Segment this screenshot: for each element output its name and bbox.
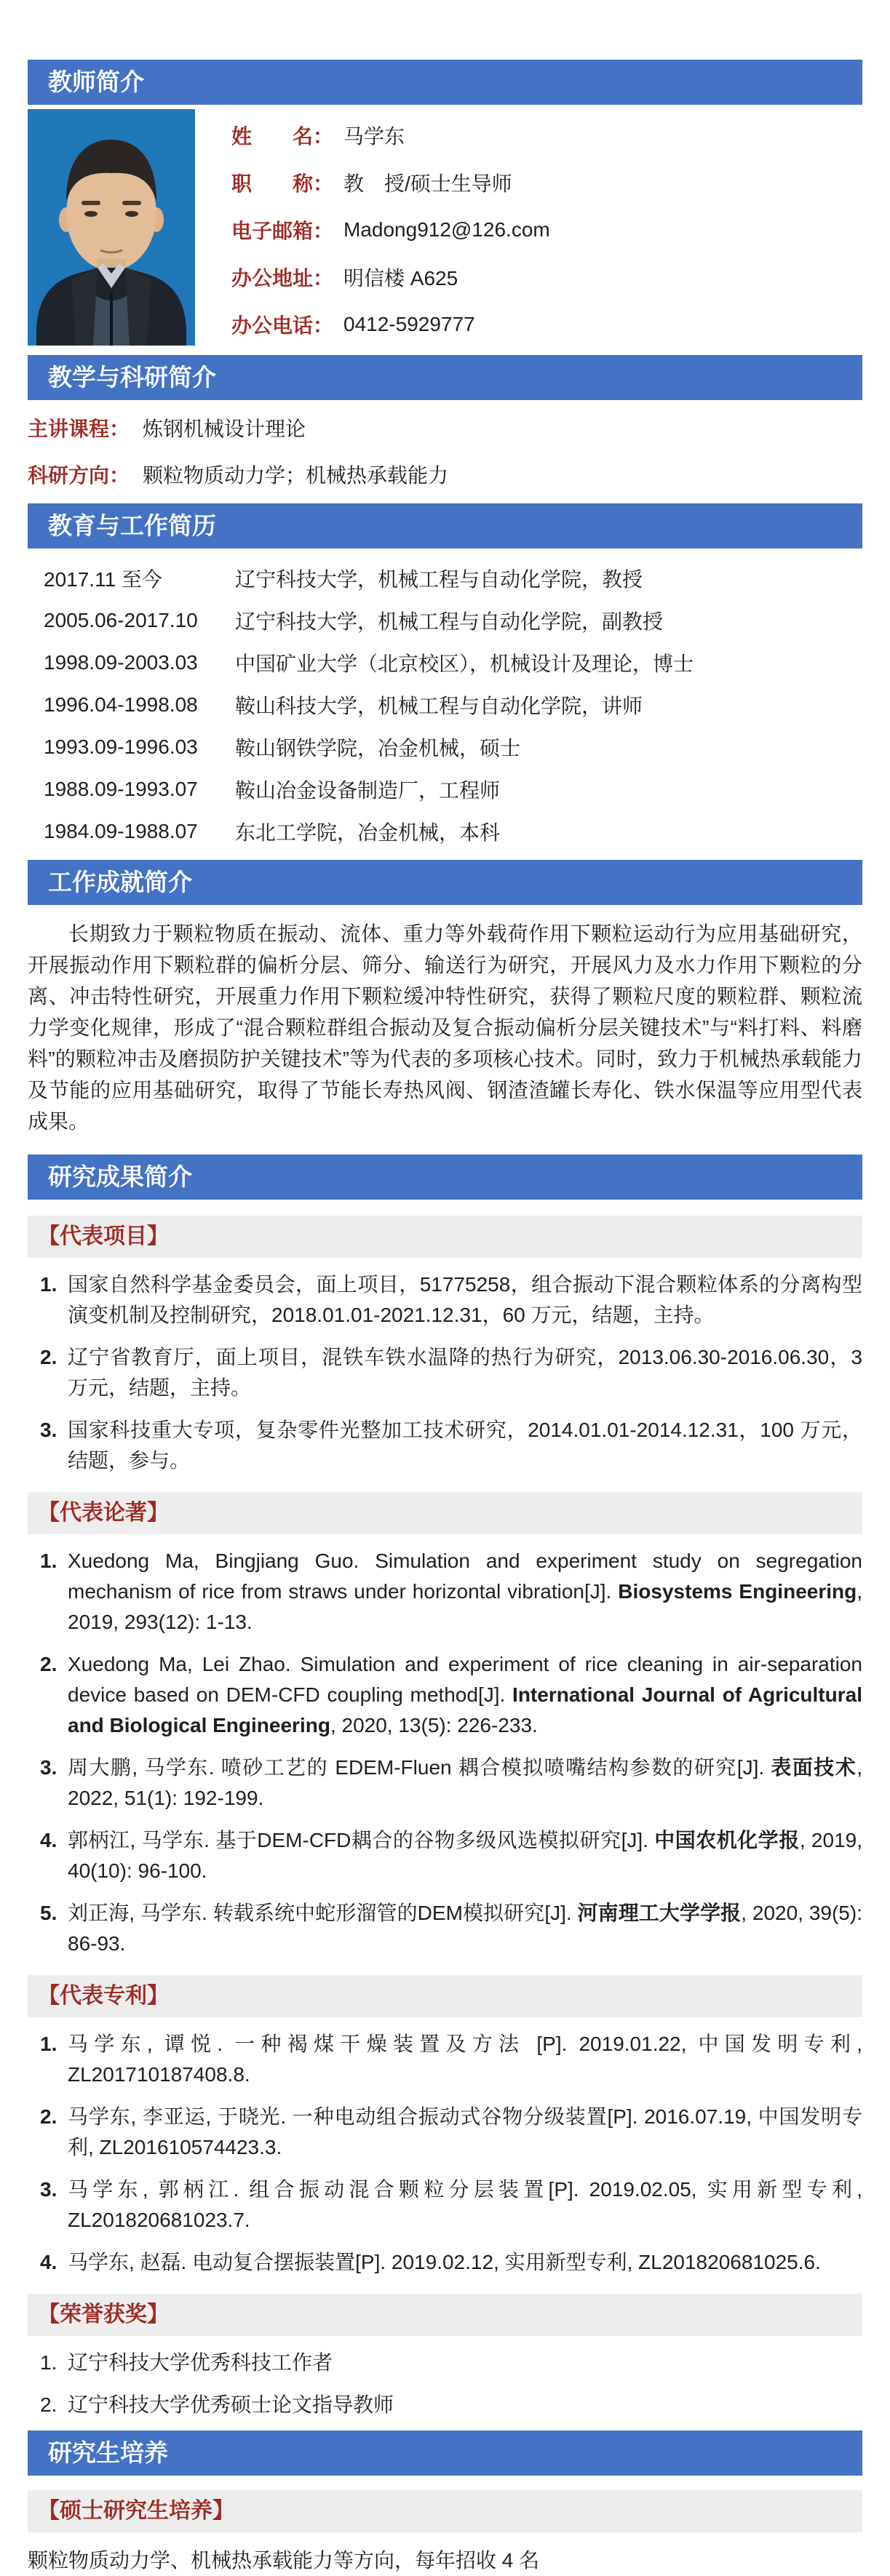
- list-item: [28, 2102, 862, 2163]
- list-item: [28, 2247, 862, 2278]
- item-text: 马学东, 郭柄江. 组合振动混合颗粒分层装置[P]. 2019.02.05, 实用新型专利, ZL201820681023.7.: [68, 2178, 862, 2231]
- item-text: 马学东, 谭悦. 一种褐煤干燥装置及方法 [P]. 2019.01.22, 中国发明专利, ZL201710187408.8.: [68, 2033, 862, 2086]
- item-number: 1.: [40, 2033, 57, 2055]
- subsection-publications: 【代表论著】: [28, 1492, 862, 1534]
- career-detail: 中国矿业大学（北京校区），机械设计及理论，博士: [235, 653, 694, 675]
- career-period: 2017.11 至今: [44, 568, 162, 591]
- item-text: 辽宁科技大学优秀科技工作者: [68, 2351, 333, 2374]
- teaching-value: 颗粒物质动力学；机械热承载能力: [143, 464, 449, 487]
- list-item: [28, 2390, 862, 2420]
- career-row: [28, 810, 862, 853]
- publications-list: [28, 1546, 862, 1959]
- teaching-rows: [28, 406, 862, 496]
- list-item: [28, 1649, 862, 1741]
- item-number: 1.: [40, 1273, 57, 1296]
- patents-list: [28, 2029, 862, 2278]
- info-label: 姓 名：: [231, 124, 334, 148]
- item-number: 2.: [40, 2393, 57, 2416]
- info-label: 办公地址：: [231, 266, 334, 290]
- item-text: 马学东, 赵磊. 电动复合摆振装置[P]. 2019.02.12, 实用新型专利, ZL201820681025.6.: [68, 2251, 821, 2273]
- career-detail: 鞍山科技大学，机械工程与自动化学院，讲师: [235, 695, 643, 717]
- honors-list: [28, 2348, 862, 2420]
- career-row: [28, 599, 862, 642]
- list-item: [28, 1825, 862, 1886]
- career-detail: 辽宁科技大学，机械工程与自动化学院，副教授: [235, 610, 664, 633]
- item-text: 国家科技重大专项，复杂零件光整加工技术研究，2014.01.01-2014.12.31，100 万元，结题，参与。: [68, 1419, 862, 1472]
- teaching-value: 炼钢机械设计理论: [143, 418, 306, 440]
- career-period: 2005.06-2017.10: [44, 609, 198, 631]
- item-segment: 郭柄江, 马学东. 基于DEM-CFD耦合的谷物多级风选模拟研究[J].: [68, 1829, 655, 1851]
- info-label: 电子邮箱：: [231, 219, 334, 242]
- item-segment: , 2022, 51(1): 192-199.: [68, 1756, 862, 1809]
- portrait-photo-image: [28, 109, 195, 346]
- career-period: 1988.09-1993.07: [44, 778, 198, 800]
- teaching-label: 科研方向：: [28, 464, 130, 487]
- info-row: [231, 253, 862, 300]
- section-header-teaching-research: 教学与科研简介: [28, 355, 862, 400]
- subsection-master-training: 【硕士研究生培养】: [28, 2490, 862, 2532]
- item-number: 3.: [40, 1419, 57, 1441]
- profile-fields: [195, 109, 862, 348]
- career-row: [28, 684, 862, 726]
- item-segment: , 2020, 39(5): 86-93.: [68, 1902, 862, 1955]
- info-row: [231, 111, 862, 159]
- career-row: [28, 557, 862, 599]
- item-number: 2.: [40, 2105, 57, 2128]
- list-item: [28, 2029, 862, 2090]
- info-row: [231, 159, 862, 206]
- career-row: [28, 726, 862, 768]
- item-text: [68, 1898, 862, 1959]
- list-item: [28, 1546, 862, 1638]
- journal-name: 表面技术: [771, 1756, 857, 1779]
- master-recruit-text: 颗粒物质动力学、机械热承载能力等方向，每年招收 4 名: [28, 2549, 540, 2572]
- career-detail: 东北工学院，冶金机械，本科: [235, 821, 501, 844]
- item-number: 4.: [40, 2251, 57, 2273]
- item-number: 1.: [40, 2351, 57, 2374]
- career-row: [28, 642, 862, 684]
- item-text: [68, 1752, 862, 1814]
- journal-name: Biosystems Engineering: [618, 1580, 857, 1603]
- item-segment: , 2019, 293(12): 1-13.: [68, 1580, 863, 1633]
- career-list: [28, 557, 862, 853]
- item-number: 1.: [40, 1550, 57, 1572]
- faculty-photo: [28, 109, 195, 346]
- journal-name: 中国农机化学报: [654, 1829, 800, 1851]
- item-text: 国家自然科学基金委员会，面上项目，51775258，组合振动下混合颗粒体系的分离构型演变机制及控制研究，2018.01.01-2021.12.31，60 万元，结题，主持。: [68, 1273, 862, 1326]
- item-text: [68, 1546, 862, 1638]
- list-item: [28, 1898, 862, 1959]
- section-header-research-results: 研究成果简介: [28, 1155, 862, 1200]
- item-segment: 周大鹏, 马学东. 喷砂工艺的 EDEM-Fluen 耦合模拟喷嘴结构参数的研究[J].: [68, 1756, 771, 1779]
- item-text: 辽宁科技大学优秀硕士论文指导教师: [68, 2393, 394, 2416]
- teaching-label: 主讲课程：: [28, 418, 130, 440]
- teaching-row: [28, 406, 862, 450]
- list-item: [28, 2348, 862, 2378]
- subsection-honors: 【荣誉获奖】: [28, 2294, 862, 2336]
- item-segment: Xuedong Ma, Lei Zhao. Simulation and experiment of rice cleaning in air-separation device based on DEM-CFD coupling method[J].: [68, 1653, 862, 1706]
- item-text: [68, 1649, 862, 1741]
- item-number: 2.: [40, 1346, 57, 1368]
- item-number: 5.: [40, 1902, 57, 1924]
- subsection-projects: 【代表项目】: [28, 1216, 862, 1258]
- item-segment: Xuedong Ma, Bingjiang Guo. Simulation and experiment study on segregation mechanism of rice from straws under horizontal vibration[J].: [68, 1550, 862, 1603]
- career-period: 1996.04-1998.08: [44, 693, 198, 716]
- info-value: 明信楼 A625: [343, 266, 458, 290]
- item-segment: , 2019, 40(10): 96-100.: [68, 1829, 862, 1882]
- subsection-patents: 【代表专利】: [28, 1975, 862, 2017]
- section-header-graduate: 研究生培养: [28, 2431, 862, 2476]
- journal-name: 河南理工大学学报: [577, 1902, 742, 1924]
- teaching-row: [28, 452, 862, 496]
- section-header-achievements: 工作成就简介: [28, 860, 862, 905]
- list-item: [28, 2174, 862, 2236]
- projects-list: [28, 1269, 862, 1476]
- item-number: 3.: [40, 1756, 57, 1779]
- item-number: 4.: [40, 1829, 57, 1851]
- info-value: Madong912@126.com: [343, 218, 550, 241]
- career-period: 1984.09-1988.07: [44, 820, 198, 842]
- info-label: 办公电话：: [231, 314, 334, 337]
- item-number: 3.: [40, 2178, 57, 2201]
- career-detail: 鞍山冶金设备制造厂，工程师: [235, 779, 501, 802]
- info-label: 职 称：: [231, 172, 334, 195]
- journal-name: International Journal of Agricultural and Biological Engineering: [68, 1683, 862, 1736]
- item-segment: , 2020, 13(5): 226-233.: [330, 1714, 538, 1736]
- item-segment: 刘正海, 马学东. 转载系统中蛇形溜管的DEM模拟研究[J].: [68, 1902, 578, 1924]
- item-number: 2.: [40, 1653, 57, 1675]
- career-period: 1998.09-2003.03: [44, 651, 198, 674]
- info-value: 教 授/硕士生导师: [343, 172, 512, 195]
- info-row: [231, 300, 862, 348]
- profile-row: [28, 109, 862, 348]
- section-header-teacher-profile: 教师简介: [28, 60, 862, 105]
- career-row: [28, 768, 862, 810]
- list-item: [28, 1342, 862, 1403]
- list-item: [28, 1752, 862, 1814]
- item-text: 马学东, 李亚运, 于晓光. 一种电动组合振动式谷物分级装置[P]. 2016.07.19, 中国发明专利, ZL201610574423.3.: [68, 2105, 862, 2158]
- info-row: [231, 206, 862, 253]
- item-text: 辽宁省教育厅，面上项目，混铁车铁水温降的热行为研究，2013.06.30-2016.06.30，3 万元，结题，主持。: [68, 1346, 862, 1399]
- info-value: 0412-5929777: [343, 312, 475, 335]
- career-detail: 鞍山钢铁学院，冶金机械，硕士: [235, 737, 521, 759]
- career-detail: 辽宁科技大学，机械工程与自动化学院，教授: [235, 568, 643, 591]
- achievements-paragraph: 长期致力于颗粒物质在振动、流体、重力等外载荷作用下颗粒运动行为应用基础研究，开展振动作用下颗粒群的偏析分层、筛分、输送行为研究，开展风力及水力作用下颗粒的分离、冲击特性研究，开展重力作用下颗粒缓冲特性研究，获得了颗粒尺度的颗粒群、颗粒流力学变化规律，形成了“混合颗粒群组合振动及复合振动偏析分层关键技术”与“料打料、料磨料”的颗粒冲击及磨损防护关键技术”等为代表的多项核心技术。同时，致力于机械热承载能力及节能的应用基础研究，取得了节能长寿热风阀、钢渣渣罐长寿化、铁水保温等应用型代表成果。: [28, 922, 862, 1133]
- career-period: 1993.09-1996.03: [44, 735, 198, 758]
- list-item: [28, 1415, 862, 1476]
- section-header-career: 教育与工作简历: [28, 503, 862, 549]
- info-value: 马学东: [343, 124, 405, 148]
- item-text: [68, 1825, 862, 1886]
- list-item: [28, 1269, 862, 1331]
